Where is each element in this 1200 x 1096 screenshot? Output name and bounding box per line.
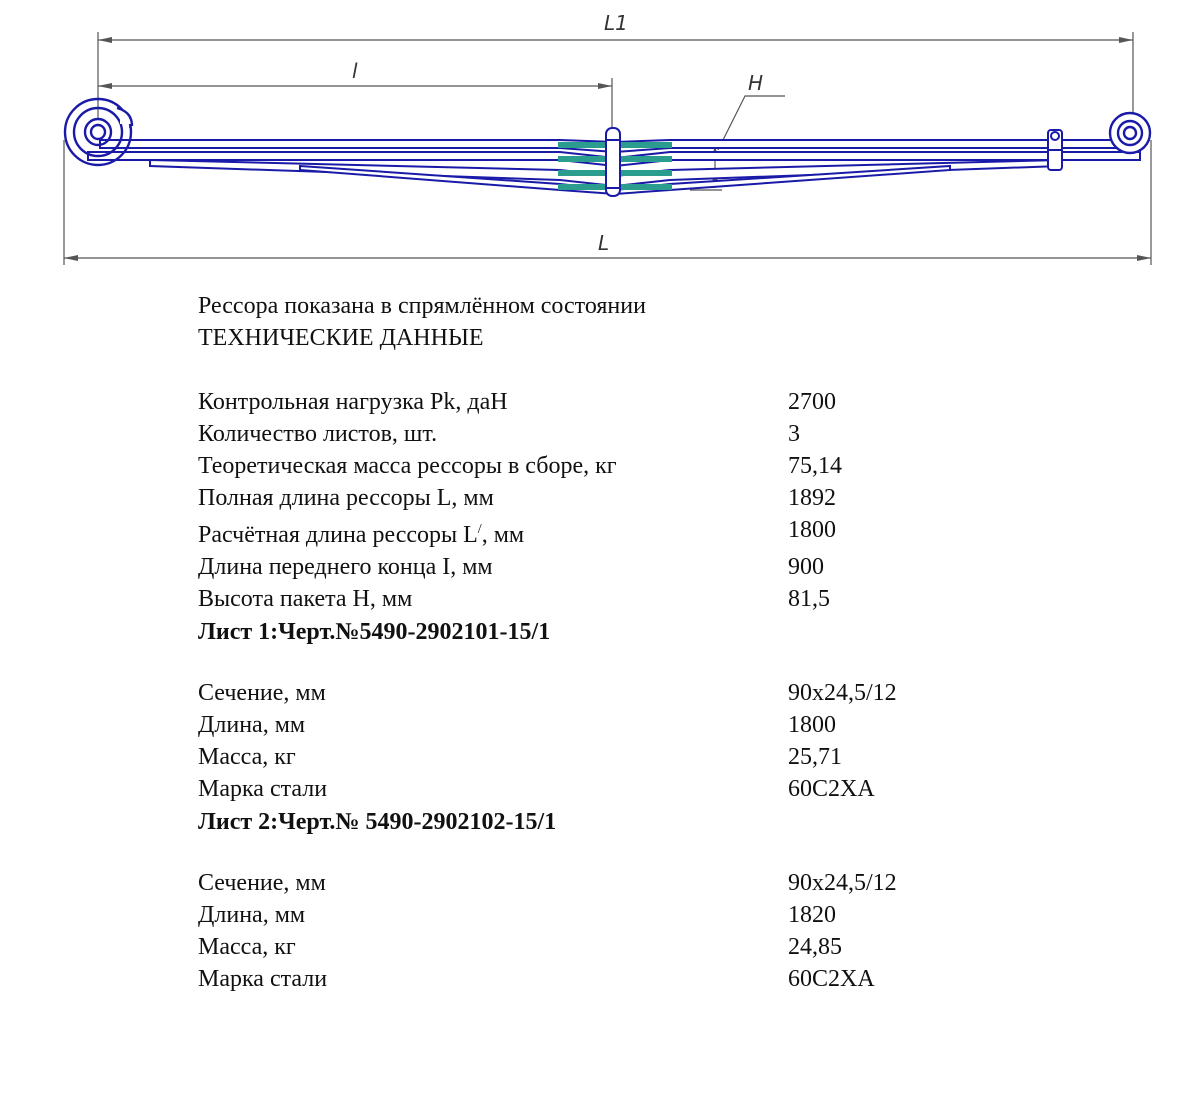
sheet-title: Лист 2:Черт.№ 5490-2902102-15/1	[198, 809, 557, 835]
spec-value: 3	[788, 421, 800, 447]
spec-value: 900	[788, 554, 824, 580]
sheet-value: 25,71	[788, 744, 842, 770]
center-clamp	[558, 128, 672, 196]
spec-row	[198, 450, 998, 482]
spec-sheet	[198, 290, 998, 995]
spec-label: Расчётная длина рессоры L/, мм	[198, 522, 525, 548]
dim-label-h: H	[748, 71, 764, 95]
intro-note: Рессора показана в спрямлённом состоянии	[198, 293, 646, 319]
sheet-label: Длина, мм	[198, 712, 306, 738]
sheet-row	[198, 963, 998, 995]
sheet-value: 60С2ХА	[788, 776, 875, 802]
spec-label: Полная длина рессоры L, мм	[198, 485, 494, 511]
sheet-row	[198, 741, 998, 773]
dim-label-l-front: l	[352, 59, 358, 83]
sheet-row	[198, 709, 998, 741]
spec-label: Количество листов, шт.	[198, 421, 438, 447]
right-eye	[1110, 113, 1150, 153]
spec-value: 75,14	[788, 453, 842, 479]
sheet-label: Масса, кг	[198, 934, 296, 960]
leaf-spring-drawing	[0, 0, 1200, 280]
sheet-value: 90х24,5/12	[788, 870, 897, 896]
sheet-row	[198, 773, 998, 805]
spec-row	[198, 551, 998, 583]
spec-value: 81,5	[788, 586, 830, 612]
sheet-row	[198, 899, 998, 931]
sheet-value: 1820	[788, 902, 836, 928]
spec-label: Контрольная нагрузка Pk, даН	[198, 389, 508, 415]
dim-label-l1: L1	[604, 11, 628, 35]
spec-row	[198, 386, 998, 418]
spec-row	[198, 583, 998, 615]
spec-value: 1892	[788, 485, 836, 511]
spec-row	[198, 514, 998, 551]
sheet-label: Сечение, мм	[198, 680, 326, 706]
sheet-label: Марка стали	[198, 776, 328, 802]
sheet-row	[198, 677, 998, 709]
sheet-value: 60С2ХА	[788, 966, 875, 992]
sheet-value: 90х24,5/12	[788, 680, 897, 706]
spec-label: Длина переднего конца I, мм	[198, 554, 493, 580]
sheet-row	[198, 867, 998, 899]
sheet-row	[198, 931, 998, 963]
sheet-label: Длина, мм	[198, 902, 306, 928]
rebound-clip	[1048, 130, 1062, 170]
sheet-value: 1800	[788, 712, 836, 738]
sheet-title: Лист 1:Черт.№5490-2902101-15/1	[198, 619, 551, 645]
spec-row	[198, 418, 998, 450]
dim-label-l: L	[598, 231, 610, 255]
spec-value: 2700	[788, 389, 836, 415]
sheet-label: Марка стали	[198, 966, 328, 992]
spec-row	[198, 482, 998, 514]
spec-value: 1800	[788, 517, 836, 543]
section-title: ТЕХНИЧЕСКИЕ ДАННЫЕ	[198, 325, 484, 351]
spec-label: Теоретическая масса рессоры в сборе, кг	[198, 453, 617, 479]
sheet-label: Масса, кг	[198, 744, 296, 770]
spec-label: Высота пакета H, мм	[198, 586, 413, 612]
sheet-label: Сечение, мм	[198, 870, 326, 896]
sheet-value: 24,85	[788, 934, 842, 960]
